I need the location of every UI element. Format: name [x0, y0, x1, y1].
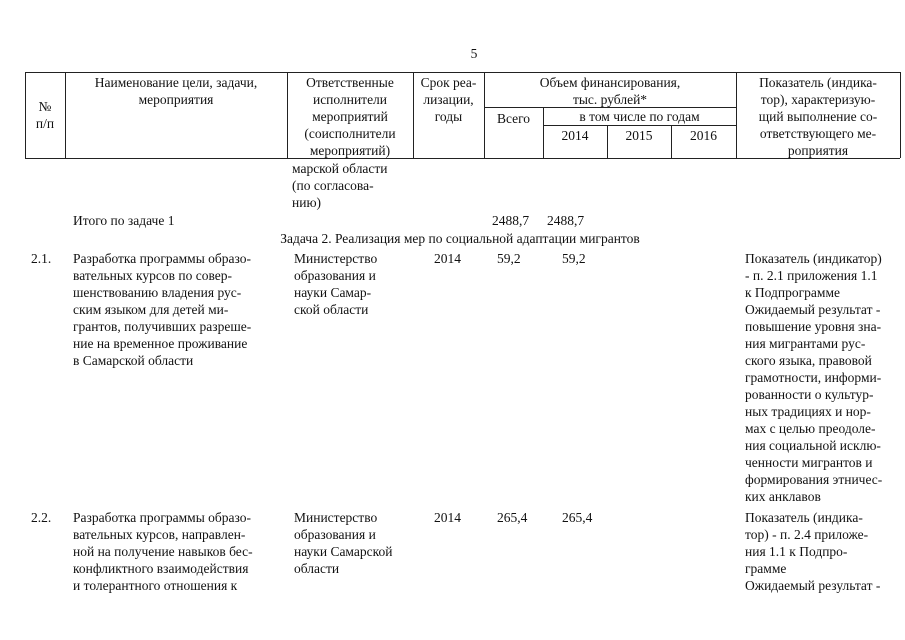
row-total: 59,2	[497, 251, 521, 266]
task2-title: Задача 2. Реализация мер по социальной адаптации мигрантов	[280, 231, 640, 246]
header-responsible: Ответственные исполнители мероприятий (соисполнители мероприятий)	[304, 75, 396, 158]
row-number: 2.2.	[31, 510, 52, 525]
header-year-2015: 2015	[625, 128, 653, 143]
page-number: 5	[470, 46, 478, 61]
header-indicator: Показатель (индика- тор), характеризую- щий выполнение со- ответствующего ме- роприятия	[758, 75, 878, 158]
row-number: 2.1.	[31, 251, 52, 266]
row-name: Разработка программы образо- вательных курсов по совер- шенствованию владения рус- ским языком для детей ми- грантов, получивших разреше- ние на временное проживание в Самарской области	[73, 251, 252, 368]
row-responsible: Министерство образования и науки Самарской области	[294, 510, 393, 576]
header-term: Срок реа- лизации, годы	[420, 75, 477, 124]
row-indicator: Показатель (индика- тор) - п. 2.4 приложе- ния 1.1 к Подпро- грамме Ожидаемый результат -	[745, 510, 881, 593]
header-funding: Объем финансирования, тыс. рублей*	[539, 75, 681, 107]
row-2014: 265,4	[562, 510, 593, 525]
row-name: Разработка программы образо- вательных курсов, направлен- ной на получение навыков бес- конфликтного взаимодействия и толерантного отношения к	[73, 510, 253, 593]
header-by-years: в том числе по годам	[579, 109, 700, 124]
header-total: Всего	[496, 111, 531, 126]
header-name: Наименование цели, задачи, мероприятия	[94, 75, 258, 107]
task1-total-label: Итого по задаче 1	[73, 213, 175, 228]
carryover-responsible: марской области (по согласова- нию)	[292, 161, 388, 210]
header-year-2014: 2014	[561, 128, 589, 143]
row-term: 2014	[434, 251, 461, 266]
task1-total-value: 2488,7	[492, 213, 530, 228]
row-2014: 59,2	[562, 251, 586, 266]
row-term: 2014	[434, 510, 461, 525]
row-total: 265,4	[497, 510, 528, 525]
row-responsible: Министерство образования и науки Самар- ской области	[294, 251, 378, 317]
row-indicator: Показатель (индикатор) - п. 2.1 приложения 1.1 к Подпрограмме Ожидаемый результат - повышение уровня зна- ния мигрантами рус- ского языка, правовой грамотности, информи- рованности о культур- ных традициях и нор- мах с целью преодоле- ния социальной исклю- ченности мигрантов и формирования этничес- ких анклавов	[745, 251, 883, 504]
header-year-2016: 2016	[690, 128, 717, 143]
task1-total-2014: 2488,7	[547, 213, 585, 228]
header-num: № п/п	[35, 99, 55, 131]
